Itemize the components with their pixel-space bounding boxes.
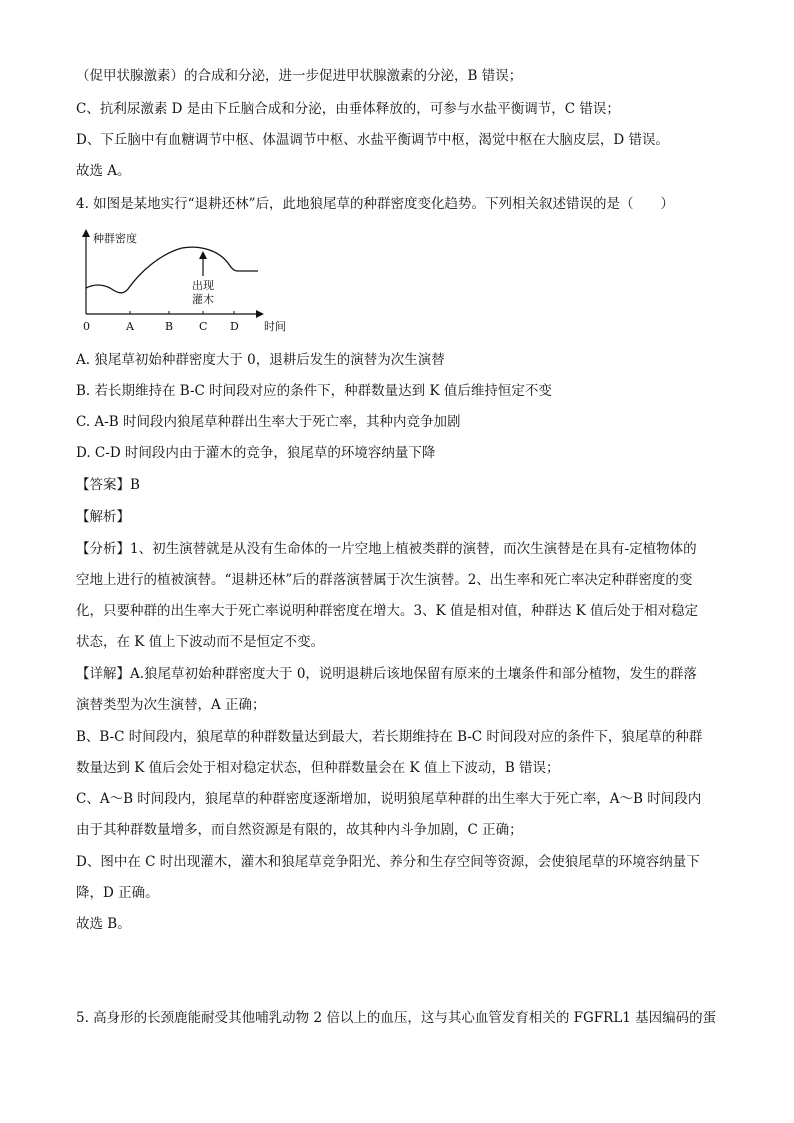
detail-line-4: 数量达到 K 值后会处于相对稳定状态，但种群数量会在 K 值上下波动，B 错误； (76, 760, 560, 776)
detail-line-1: 【详解】A.狼尾草初始种群密度大于 0，说明退耕后该地保留有原来的土壤条件和部分植物，发生的群落 (76, 666, 697, 682)
detail-line-2: 演替类型为次生演替，A 正确； (76, 697, 266, 713)
y-axis-arrow-icon (82, 229, 90, 237)
x-tick-c: C (199, 320, 208, 333)
analysis-line-1: 【分析】1、初生演替就是从没有生命体的一片空地上植被类群的演替，而次生演替是在具有-定植物体的 (76, 541, 697, 557)
x-axis-label: 时间 (264, 320, 286, 333)
analysis-label: 【解析】 (76, 509, 130, 525)
analysis-line-4: 状态，在 K 值上下波动而不是恒定不变。 (76, 634, 325, 650)
text-line-3: D、下丘脑中有血糖调节中枢、体温调节中枢、水盐平衡调节中枢，渴觉中枢在大脑皮层，D 错误。 (76, 132, 669, 148)
x-tick-a: A (126, 320, 134, 333)
analysis-line-2: 空地上进行的植被演替。“退耕还林”后的群落演替属于次生演替。2、出生率和死亡率决定种群密度的变 (76, 572, 693, 588)
population-curve (86, 247, 258, 293)
x-origin-label: 0 (83, 320, 90, 333)
option-d: D. C-D 时间段内由于灌木的竞争，狼尾草的环境容纳量下降 (76, 445, 436, 461)
question-4-stem: 4. 如图是某地实行“退耕还林”后，此地狼尾草的种群密度变化趋势。下列相关叙述错误的是（ ） (76, 196, 674, 212)
annotation-line-2: 灌木 (192, 293, 214, 306)
detail-line-9: 故选 B。 (76, 916, 131, 932)
annotation-line-1: 出现 (192, 279, 214, 292)
population-density-graph (80, 228, 310, 338)
detail-line-7: D、图中在 C 时出现灌木，灌木和狼尾草竞争阳光、养分和生存空间等资源，会使狼尾草的环境容纳量下 (76, 854, 700, 870)
question-5-stem: 5. 高身形的长颈鹿能耐受其他哺乳动物 2 倍以上的血压，这与其心血管发育相关的 FGFRL1 基因编码的蛋 (76, 1010, 717, 1026)
x-tick-b: B (165, 320, 174, 333)
detail-line-3: B、B-C 时间段内，狼尾草的种群数量达到最大，若长期维持在 B-C 时间段对应的条件下，狼尾草的种群 (76, 729, 703, 745)
text-line-2: C、抗利尿激素 D 是由下丘脑合成和分泌，由垂体释放的，可参与水盐平衡调节，C 错误； (76, 101, 620, 117)
text-line-1: （促甲状腺激素）的合成和分泌，进一步促进甲状腺激素的分泌，B 错误； (76, 68, 523, 84)
text-line-4: 故选 A。 (76, 163, 131, 179)
option-b: B. 若长期维持在 B-C 时间段对应的条件下，种群数量达到 K 值后维持恒定不变 (76, 383, 552, 399)
population-density-figure (80, 228, 310, 338)
answer-label: 【答案】B (76, 477, 140, 493)
y-axis-label: 种群密度 (93, 232, 137, 245)
detail-line-8: 降，D 正确。 (76, 885, 159, 901)
option-a: A. 狼尾草初始种群密度大于 0，退耕后发生的演替为次生演替 (76, 352, 445, 368)
annotation-arrow-icon (199, 251, 207, 259)
x-tick-d: D (230, 320, 239, 333)
option-c: C. A-B 时间段内狼尾草种群出生率大于死亡率，其种内竞争加剧 (76, 414, 461, 430)
detail-line-6: 由于其种群数量增多，而自然资源是有限的，故其种内斗争加剧，C 正确； (76, 822, 523, 838)
detail-line-5: C、A～B 时间段内，狼尾草的种群密度逐渐增加，说明狼尾草种群的出生率大于死亡率，A～B 时间段内 (76, 791, 702, 807)
x-axis-arrow-icon (256, 310, 264, 318)
analysis-line-3: 化，只要种群的出生率大于死亡率说明种群密度在增大。3、K 值是相对值，种群达 K 值后处于相对稳定 (76, 603, 699, 619)
